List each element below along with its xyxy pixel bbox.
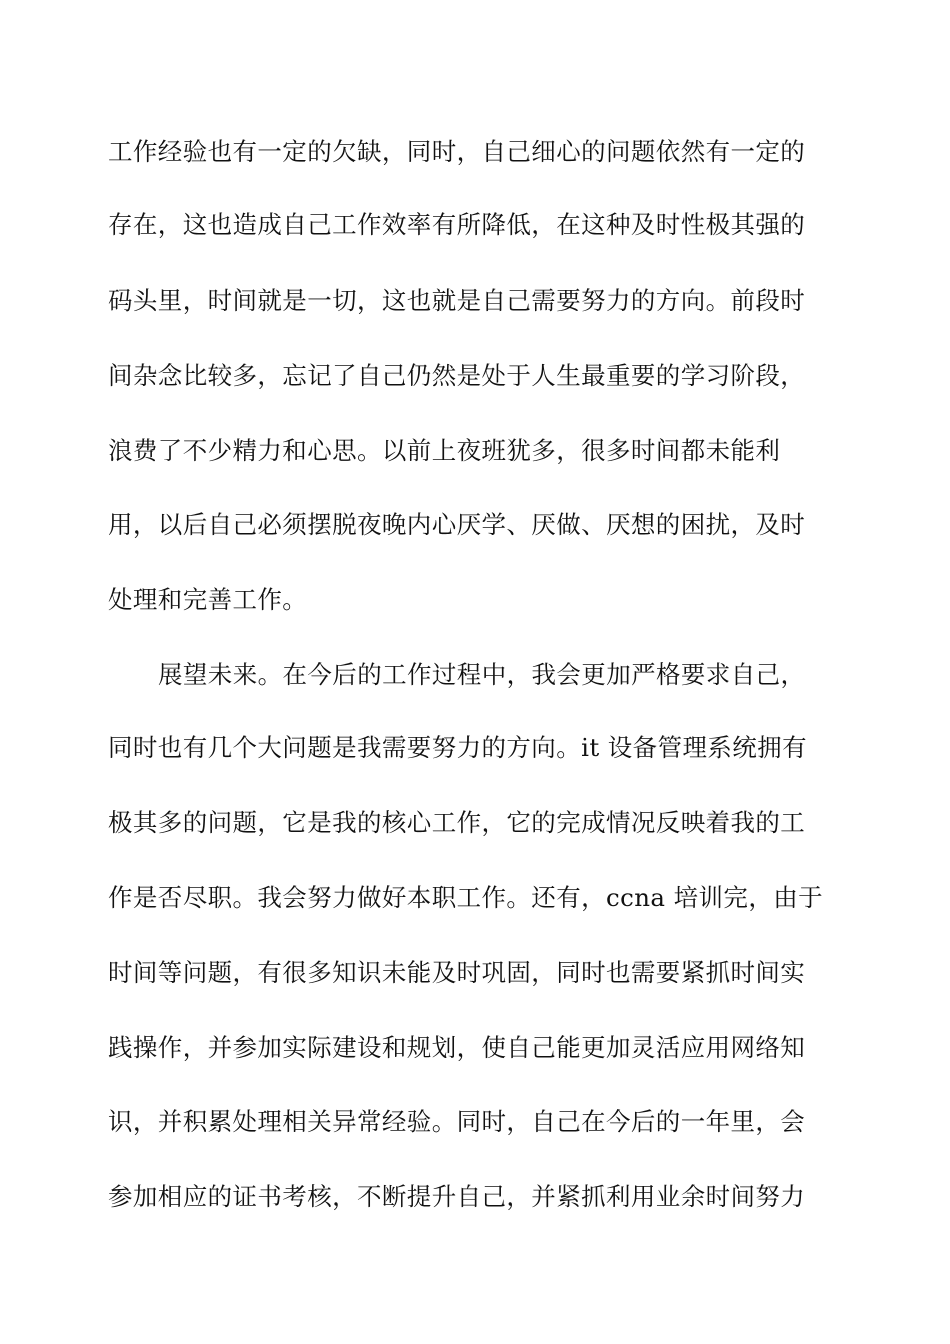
paragraph-line-9: 同时也有几个大问题是我需要努力的方向。it 设备管理系统拥有 <box>108 733 807 762</box>
paragraph-line-8: 展望未来。在今后的工作过程中，我会更加严格要求自己， <box>158 660 806 689</box>
paragraph-line-10: 极其多的问题，它是我的核心工作，它的完成情况反映着我的工 <box>108 808 806 837</box>
paragraph-line-7: 处理和完善工作。 <box>108 585 308 614</box>
paragraph-line-15: 参加相应的证书考核，不断提升自己，并紧抓利用业余时间努力 <box>108 1182 806 1211</box>
paragraph-line-12: 时间等问题，有很多知识未能及时巩固，同时也需要紧抓时间实 <box>108 958 806 987</box>
paragraph-line-6: 用，以后自己必须摆脱夜晚内心厌学、厌做、厌想的困扰，及时 <box>108 510 806 539</box>
paragraph-line-2: 存在，这也造成自己工作效率有所降低，在这种及时性极其强的 <box>108 210 806 239</box>
paragraph-line-5: 浪费了不少精力和心思。以前上夜班犹多，很多时间都未能利 <box>108 436 781 465</box>
paragraph-line-4: 间杂念比较多，忘记了自己仍然是处于人生最重要的学习阶段， <box>108 361 806 390</box>
paragraph-line-3: 码头里，时间就是一切，这也就是自己需要努力的方向。前段时 <box>108 286 806 315</box>
paragraph-line-14: 识，并积累处理相关异常经验。同时，自己在今后的一年里，会 <box>108 1107 806 1136</box>
paragraph-line-1: 工作经验也有一定的欠缺，同时，自己细心的问题依然有一定的 <box>108 137 806 166</box>
paragraph-line-13: 践操作，并参加实际建设和规划，使自己能更加灵活应用网络知 <box>108 1033 806 1062</box>
paragraph-line-11: 作是否尽职。我会努力做好本职工作。还有，ccna 培训完，由于 <box>108 883 824 912</box>
